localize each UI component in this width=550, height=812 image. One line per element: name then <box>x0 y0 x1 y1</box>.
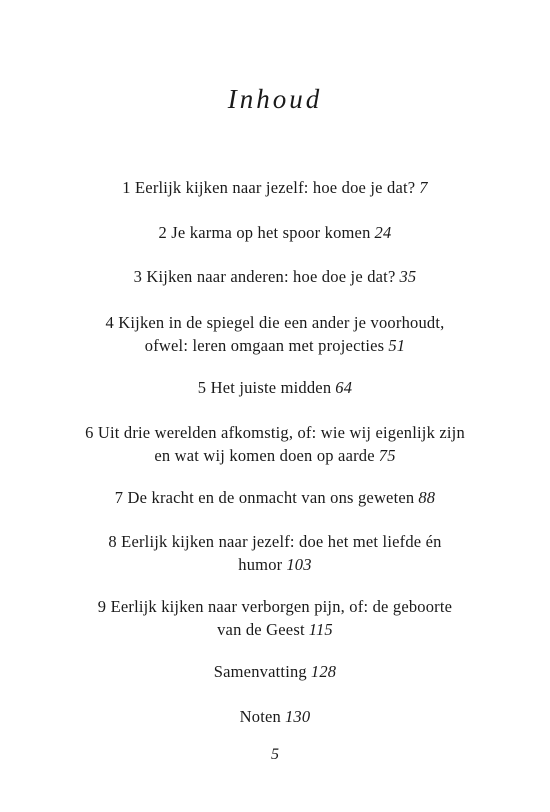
toc-entry-page: 130 <box>284 707 311 726</box>
toc-entry-page: 128 <box>310 662 337 681</box>
toc-entry-summary <box>0 660 550 683</box>
toc-entry-notes <box>0 705 550 728</box>
page-number: 5 <box>271 746 279 763</box>
toc-entry-8 <box>0 530 550 576</box>
toc-entry-line: 2 Je karma op het spoor komen 24 <box>158 223 392 242</box>
toc-entry-3 <box>0 265 550 288</box>
toc-entry-5 <box>0 376 550 399</box>
toc-entry-9 <box>0 595 550 641</box>
toc-entry-page: 88 <box>418 488 436 507</box>
toc-title: Inhoud <box>227 84 323 114</box>
toc-entry-line: ofwel: leren omgaan met projecties 51 <box>144 336 406 355</box>
toc-entry-page: 115 <box>308 620 333 639</box>
toc-entry-line: 9 Eerlijk kijken naar verborgen pijn, of: de geboorte <box>97 597 453 616</box>
toc-entry-line: 6 Uit drie werelden afkomstig, of: wie wij eigenlijk zijn <box>85 423 465 442</box>
toc-entry-line: 1 Eerlijk kijken naar jezelf: hoe doe je dat? 7 <box>122 178 428 197</box>
toc-entry-line: 7 De kracht en de onmacht van ons geweten 88 <box>114 488 436 507</box>
toc-entry-line: 8 Eerlijk kijken naar jezelf: doe het met liefde én <box>108 532 442 551</box>
toc-entry-page: 7 <box>419 178 428 197</box>
toc-entry-page: 103 <box>286 555 312 574</box>
toc-entry-page: 24 <box>374 223 392 242</box>
toc-entry-page: 64 <box>335 378 353 397</box>
toc-entry-page: 51 <box>388 336 406 355</box>
toc-entry-6 <box>0 421 550 467</box>
toc-entry-page: 75 <box>378 446 396 465</box>
toc-entry-line: Noten 130 <box>239 707 311 726</box>
toc-entry-7 <box>0 486 550 509</box>
toc-entry-page: 35 <box>399 267 417 286</box>
toc-entry-line: van de Geest 115 <box>217 620 333 639</box>
toc-entry-line: humor 103 <box>238 555 312 574</box>
toc-entry-line: Samenvatting 128 <box>213 662 337 681</box>
toc-entry-line: 5 Het juiste midden 64 <box>197 378 353 397</box>
toc-entry-4 <box>0 311 550 357</box>
toc-entry-line: 3 Kijken naar anderen: hoe doe je dat? 35 <box>133 267 417 286</box>
toc-entry-line: 4 Kijken in de spiegel die een ander je voorhoudt, <box>105 313 445 332</box>
toc-entry-2 <box>0 221 550 244</box>
toc-entry-line: en wat wij komen doen op aarde 75 <box>154 446 396 465</box>
toc-entry-1 <box>0 176 550 199</box>
